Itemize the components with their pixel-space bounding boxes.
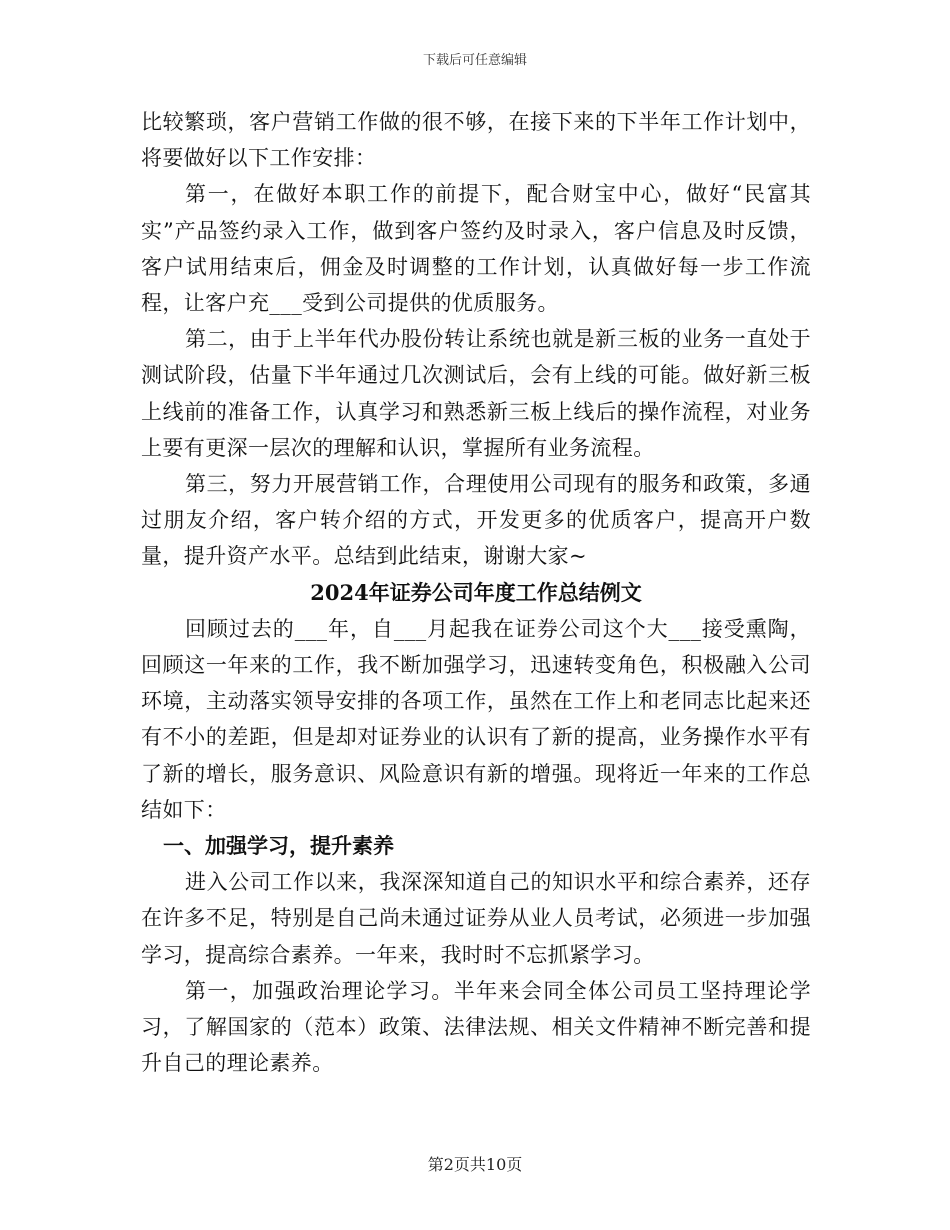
article-intro: 回顾过去的___年，自___月起我在证券公司这个大___接受熏陶，回顾这一年来的工作，我不断加强学习，迅速转变角色，积极融入公司环境，主动落实领导安排的各项工作，虽然在工作上和老同志比起来还有不小的差距，但是却对证券业的认识有了新的提高，业务操作水平有了新的增长，服务意识、风险意识有新的增强。现将近一年来的工作总结如下： xyxy=(141,616,811,822)
paragraph-item-2: 第二，由于上半年代办股份转让系统也就是新三板的业务一直处于测试阶段，估量下半年通过几次测试后，会有上线的可能。做好新三板上线前的准备工作，认真学习和熟悉新三板上线后的操作流程，对业务上要有更深一层次的理解和认识，掌握所有业务流程。 xyxy=(141,327,811,460)
section-paragraph-1: 进入公司工作以来，我深深知道自己的知识水平和综合素养，还存在许多不足，特别是自己尚未通过证券从业人员考试，必须进一步加强学习，提高综合素养。一年来，我时时不忘抓紧学习。 xyxy=(141,870,811,967)
page-number: 第2页共10页 xyxy=(427,1155,523,1174)
article-title: 2024年证券公司年度工作总结例文 xyxy=(310,579,642,605)
paragraph-item-1: 第一，在做好本职工作的前提下，配合财宝中心，做好“民富其实”产品签约录入工作，做到客户签约及时录入，客户信息及时反馈，客户试用结束后，佣金及时调整的工作计划，认真做好每一步工作流程，让客户充___受到公司提供的优质服务。 xyxy=(141,182,811,316)
section-heading: 一、加强学习，提升素养 xyxy=(163,833,394,859)
page-header: 下载后可任意编辑 xyxy=(422,53,527,68)
paragraph-item-3: 第三，努力开展营销工作，合理使用公司现有的服务和政策，多通过朋友介绍，客户转介绍的方式，开发更多的优质客户，提高开户数量，提升资产水平。总结到此结束，谢谢大家~ xyxy=(141,472,811,569)
paragraph-continuation: 比较繁琐，客户营销工作做的很不够，在接下来的下半年工作计划中，将要做好以下工作安排： xyxy=(141,110,811,171)
document-body xyxy=(141,104,811,1081)
section-paragraph-2: 第一，加强政治理论学习。半年来会同全体公司员工坚持理论学习，了解国家的（范本）政策、法律法规、相关文件精神不断完善和提升自己的理论素养。 xyxy=(141,978,811,1076)
